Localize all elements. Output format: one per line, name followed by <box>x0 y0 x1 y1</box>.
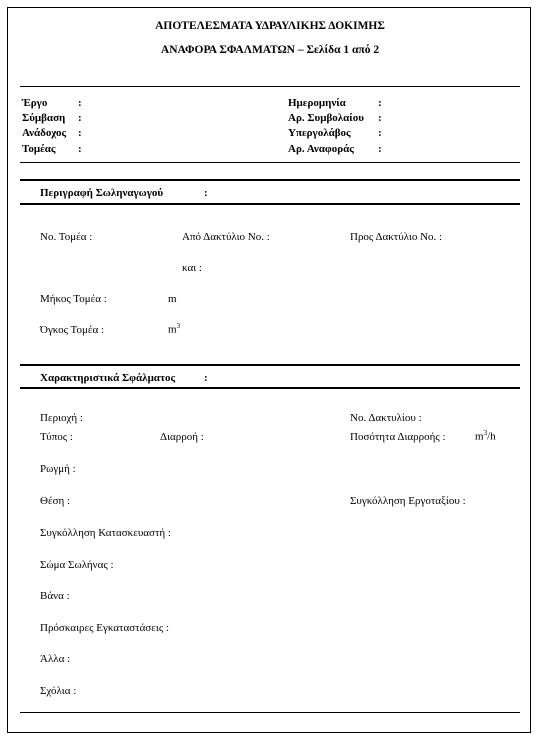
header-date-colon: : <box>378 97 382 109</box>
header-project-label: Έργο <box>22 97 48 109</box>
header-agreement-label: Αρ. Συμβολαίου <box>288 112 364 124</box>
area-label: Περιοχή : <box>40 412 83 424</box>
workshop-weld-label: Συγκόλληση Εργοταξίου : <box>350 495 466 507</box>
document-subtitle: ΑΝΑΦΟΡΑ ΣΦΑΛΜΑΤΩΝ – Σελίδα 1 από 2 <box>160 44 380 56</box>
header-contractor-colon: : <box>78 127 82 139</box>
sector-volume-unit: $m^3$ <box>168 322 181 336</box>
type-label: Τύπος : <box>40 431 73 443</box>
header-contract-colon: : <box>78 112 82 124</box>
leak-amount-label: Ποσότητα Διαρροής : <box>350 431 446 443</box>
header-sector-colon: : <box>78 143 82 155</box>
other-label: Άλλα : <box>40 653 71 665</box>
header-contractor-label: Ανάδοχος <box>22 127 67 139</box>
manufacturer-weld-label: Συγκόλληση Κατασκευαστή : <box>40 527 171 539</box>
header-project-colon: : <box>78 97 82 109</box>
sector-volume-label: Όγκος Τομέα : <box>40 324 105 336</box>
section2-heading: Χαρακτηριστικά Σφάλματος <box>40 372 176 384</box>
leak-amount-unit: $m^3/h$ <box>475 429 496 443</box>
section2-bottom-rule <box>20 387 520 389</box>
header-subcontractor-colon: : <box>378 127 382 139</box>
crack-label: Ρωγμή : <box>40 463 76 475</box>
header-contract-label: Σύμβαση <box>22 112 66 124</box>
header-report-no-label: Αρ. Αναφοράς <box>288 143 354 155</box>
comments-label: Σχόλια : <box>40 685 77 697</box>
sector-length-unit: m <box>168 293 177 305</box>
sector-no-label: Νο. Τομέα : <box>40 231 93 243</box>
section1-heading: Περιγραφή Σωληναγωγού <box>40 187 164 199</box>
valve-label: Βάνα : <box>40 590 70 602</box>
section1-heading-colon: : <box>204 187 208 199</box>
header-report-no-colon: : <box>378 143 382 155</box>
sector-length-label: Μήκος Τομέα : <box>40 293 107 305</box>
section2-top-rule <box>20 364 520 366</box>
leak-label: Διαρροή : <box>160 431 204 443</box>
header-bottom-rule <box>20 162 520 163</box>
temporary-installations-label: Πρόσκαιρες Εγκαταστάσεις : <box>40 622 170 634</box>
header-sector-label: Τομέας <box>22 143 56 155</box>
from-ring-label: Από Δακτύλιο Νο. : <box>182 231 270 243</box>
header-agreement-colon: : <box>378 112 382 124</box>
section1-top-rule <box>20 179 520 181</box>
pipe-body-label: Σώμα Σωλήνας : <box>40 559 114 571</box>
and-label: και : <box>182 262 202 274</box>
section2-heading-colon: : <box>204 372 208 384</box>
section1-bottom-rule <box>20 203 520 205</box>
to-ring-label: Προς Δακτύλιο Νο. : <box>350 231 443 243</box>
footer-rule <box>20 712 520 713</box>
header-date-label: Ημερομηνία <box>288 97 346 109</box>
document-title: ΑΠΟΤΕΛΕΣΜΑΤΑ ΥΔΡΑΥΛΙΚΗΣ ΔΟΚΙΜΗΣ <box>155 20 385 32</box>
ring-no-label: Νο. Δακτυλίου : <box>350 412 422 424</box>
position-label: Θέση : <box>40 495 71 507</box>
header-top-rule <box>20 86 520 87</box>
header-subcontractor-label: Υπεργολάβος <box>288 127 351 139</box>
